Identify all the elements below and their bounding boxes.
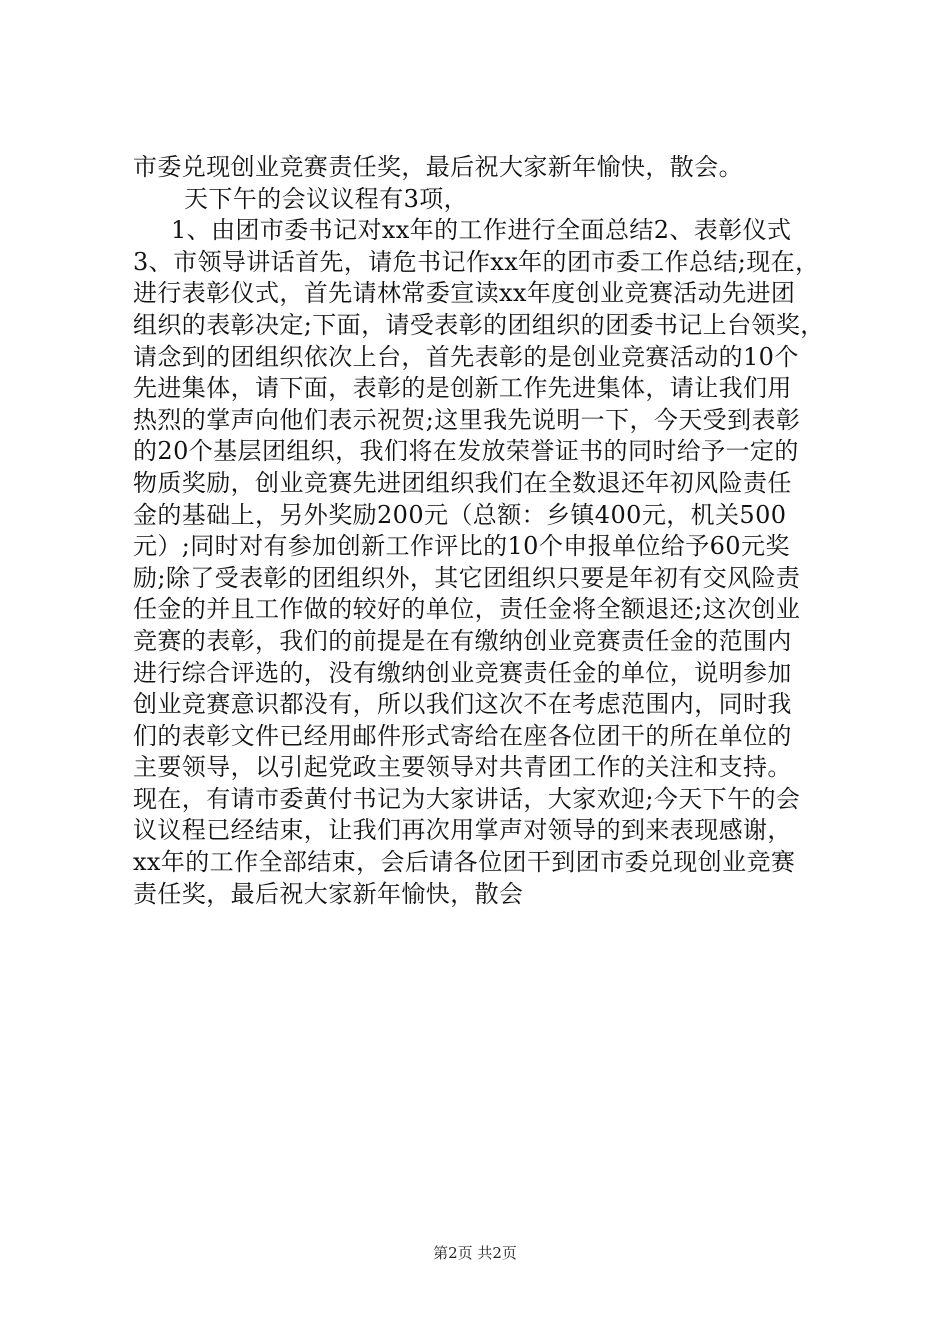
text-line: 先进集体，请下面，表彰的是创新工作先进集体，请让我们用 [133, 374, 792, 403]
text-line: 竞赛的表彰，我们的前提是在有缴纳创业竞赛责任金的范围内 [133, 626, 792, 655]
text-line: 组织的表彰决定;下面，请受表彰的团组织的团委书记上台领奖， [133, 310, 825, 339]
text-line: 热烈的掌声向他们表示祝贺;这里我先说明一下，今天受到表彰 [133, 405, 801, 434]
text-line: 创业竞赛意识都没有，所以我们这次不在考虑范围内，同时我 [133, 690, 792, 719]
text-line: 进行表彰仪式，首先请林常委宣读xx年度创业竞赛活动先进团 [133, 279, 796, 308]
text-line: 元）;同时对有参加创新工作评比的10个申报单位给予60元奖 [133, 532, 790, 561]
text-line: 1、由团市委书记对xx年的工作进行全面总结2、表彰仪式 [171, 216, 792, 245]
text-line: 物质奖励，创业竞赛先进团组织我们在全数退还年初风险责任 [133, 468, 792, 497]
text-line: 天下午的会议议程有3项， [184, 184, 469, 213]
text-line: 责任奖，最后祝大家新年愉快，散会 [133, 879, 524, 908]
text-line: 请念到的团组织依次上台，首先表彰的是创业竞赛活动的10个 [133, 342, 799, 371]
text-line: 市委兑现创业竞赛责任奖，最后祝大家新年愉快，散会。 [133, 153, 743, 181]
text-line: 们的表彰文件已经用邮件形式寄给在座各位团干的所在单位的 [133, 721, 792, 750]
document-body [133, 152, 833, 910]
text-line: xx年的工作全部结束，会后请各位团干到团市委兑现创业竞赛 [133, 848, 796, 877]
text-line: 进行综合评选的，没有缴纳创业竞赛责任金的单位，说明参加 [133, 658, 792, 687]
text-line: 现在，有请市委黄付书记为大家讲话，大家欢迎;今天下午的会 [133, 784, 801, 813]
text-line: 议议程已经结束，让我们再次用掌声对领导的到来表现感谢， [133, 816, 792, 845]
text-line: 3、市领导讲话首先，请危书记作xx年的团市委工作总结;现在， [133, 247, 820, 276]
text-line: 励;除了受表彰的团组织外，其它团组织只要是年初有交风险责 [133, 563, 801, 592]
text-line: 的20个基层团组织，我们将在发放荣誉证书的同时给予一定的 [133, 437, 799, 466]
text-line: 金的基础上，另外奖励200元（总额：乡镇400元，机关500 [133, 500, 787, 529]
text-line: 主要领导，以引起党政主要领导对共青团工作的关注和支持。 [133, 753, 792, 782]
page-number-footer: 第2页 共2页 [433, 1244, 517, 1262]
text-line: 任金的并且工作做的较好的单位，责任金将全额退还;这次创业 [133, 595, 801, 624]
